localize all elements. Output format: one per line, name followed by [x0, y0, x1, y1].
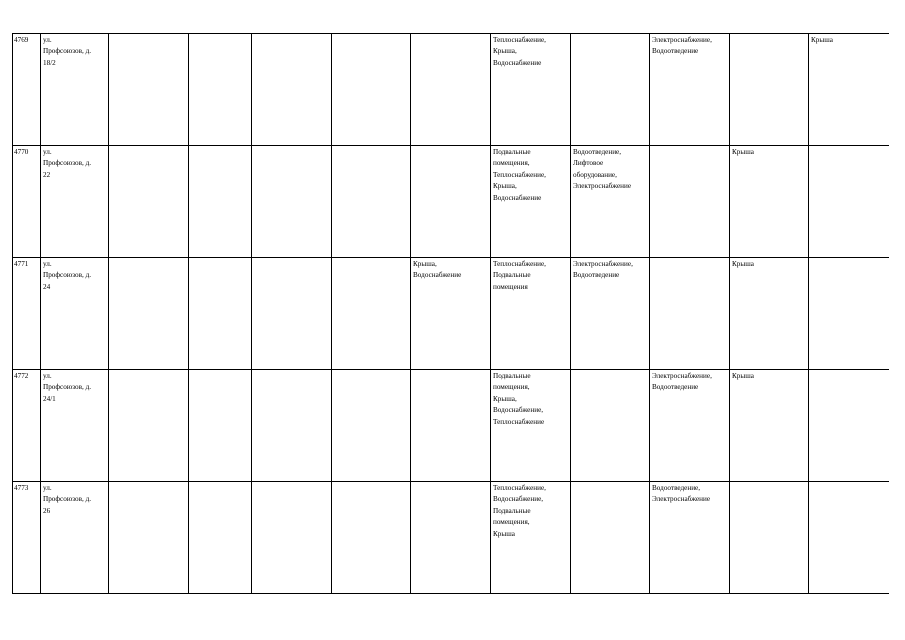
table-cell — [571, 482, 650, 594]
table-cell — [332, 482, 411, 594]
table-row — [13, 370, 889, 482]
table-cell — [252, 146, 332, 258]
table-cell — [411, 370, 491, 482]
table-cell — [189, 146, 252, 258]
table-cell — [189, 370, 252, 482]
row-number: 4769 — [13, 34, 41, 146]
table-cell — [252, 370, 332, 482]
table-cell — [809, 482, 889, 594]
table-cell: Электроснабжение, Водоотведение — [650, 370, 730, 482]
table-cell — [411, 482, 491, 594]
table-cell — [571, 370, 650, 482]
table-cell — [809, 370, 889, 482]
table-cell: Водоотведение, Лифтовое оборудование, Электроснабжение — [571, 146, 650, 258]
table-cell: Подвальные помещения, Крыша, Водоснабжение, Теплоснабжение — [491, 370, 571, 482]
table-cell — [809, 258, 889, 370]
table-cell: Электроснабжение, Водоотведение — [650, 34, 730, 146]
table-cell: Водоотведение, Электроснабжение — [650, 482, 730, 594]
table-cell: Крыша — [730, 370, 809, 482]
table-cell — [189, 258, 252, 370]
table-cell: Крыша — [809, 34, 889, 146]
row-number: 4770 — [13, 146, 41, 258]
table-cell: Подвальные помещения, Теплоснабжение, Крыша, Водоснабжение — [491, 146, 571, 258]
row-number: 4771 — [13, 258, 41, 370]
table-cell — [650, 146, 730, 258]
table-cell: Крыша — [730, 146, 809, 258]
table-cell — [332, 258, 411, 370]
table-cell — [252, 482, 332, 594]
table-cell: Теплоснабжение, Подвальные помещения — [491, 258, 571, 370]
table-row — [13, 34, 889, 146]
table-cell — [730, 482, 809, 594]
table-cell — [730, 34, 809, 146]
row-number: 4773 — [13, 482, 41, 594]
table-cell — [332, 146, 411, 258]
table-cell: Теплоснабжение, Крыша, Водоснабжение — [491, 34, 571, 146]
table-cell — [411, 146, 491, 258]
table-cell — [252, 258, 332, 370]
table-cell — [332, 370, 411, 482]
table-cell — [109, 34, 189, 146]
table-cell — [109, 258, 189, 370]
table-cell — [109, 370, 189, 482]
table-cell — [332, 34, 411, 146]
table-row — [13, 146, 889, 258]
address-cell: ул. Профсоюзов, д. 22 — [41, 146, 109, 258]
table-cell: Крыша — [730, 258, 809, 370]
table-cell — [809, 146, 889, 258]
table-cell — [571, 34, 650, 146]
row-number: 4772 — [13, 370, 41, 482]
address-cell: ул. Профсоюзов, д. 18/2 — [41, 34, 109, 146]
table-cell: Крыша, Водоснабжение — [411, 258, 491, 370]
address-cell: ул. Профсоюзов, д. 24/1 — [41, 370, 109, 482]
address-cell: ул. Профсоюзов, д. 24 — [41, 258, 109, 370]
table-cell: Теплоснабжение, Водоснабжение, Подвальные помещения, Крыша — [491, 482, 571, 594]
table-cell — [252, 34, 332, 146]
table-row — [13, 258, 889, 370]
table-cell — [189, 482, 252, 594]
table-cell — [650, 258, 730, 370]
table-cell — [189, 34, 252, 146]
table-cell: Электроснабжение, Водоотведение — [571, 258, 650, 370]
address-cell: ул. Профсоюзов, д. 26 — [41, 482, 109, 594]
table-row — [13, 482, 889, 594]
table-cell — [109, 146, 189, 258]
table-cell — [109, 482, 189, 594]
works-schedule-table — [12, 33, 889, 594]
table-cell — [411, 34, 491, 146]
